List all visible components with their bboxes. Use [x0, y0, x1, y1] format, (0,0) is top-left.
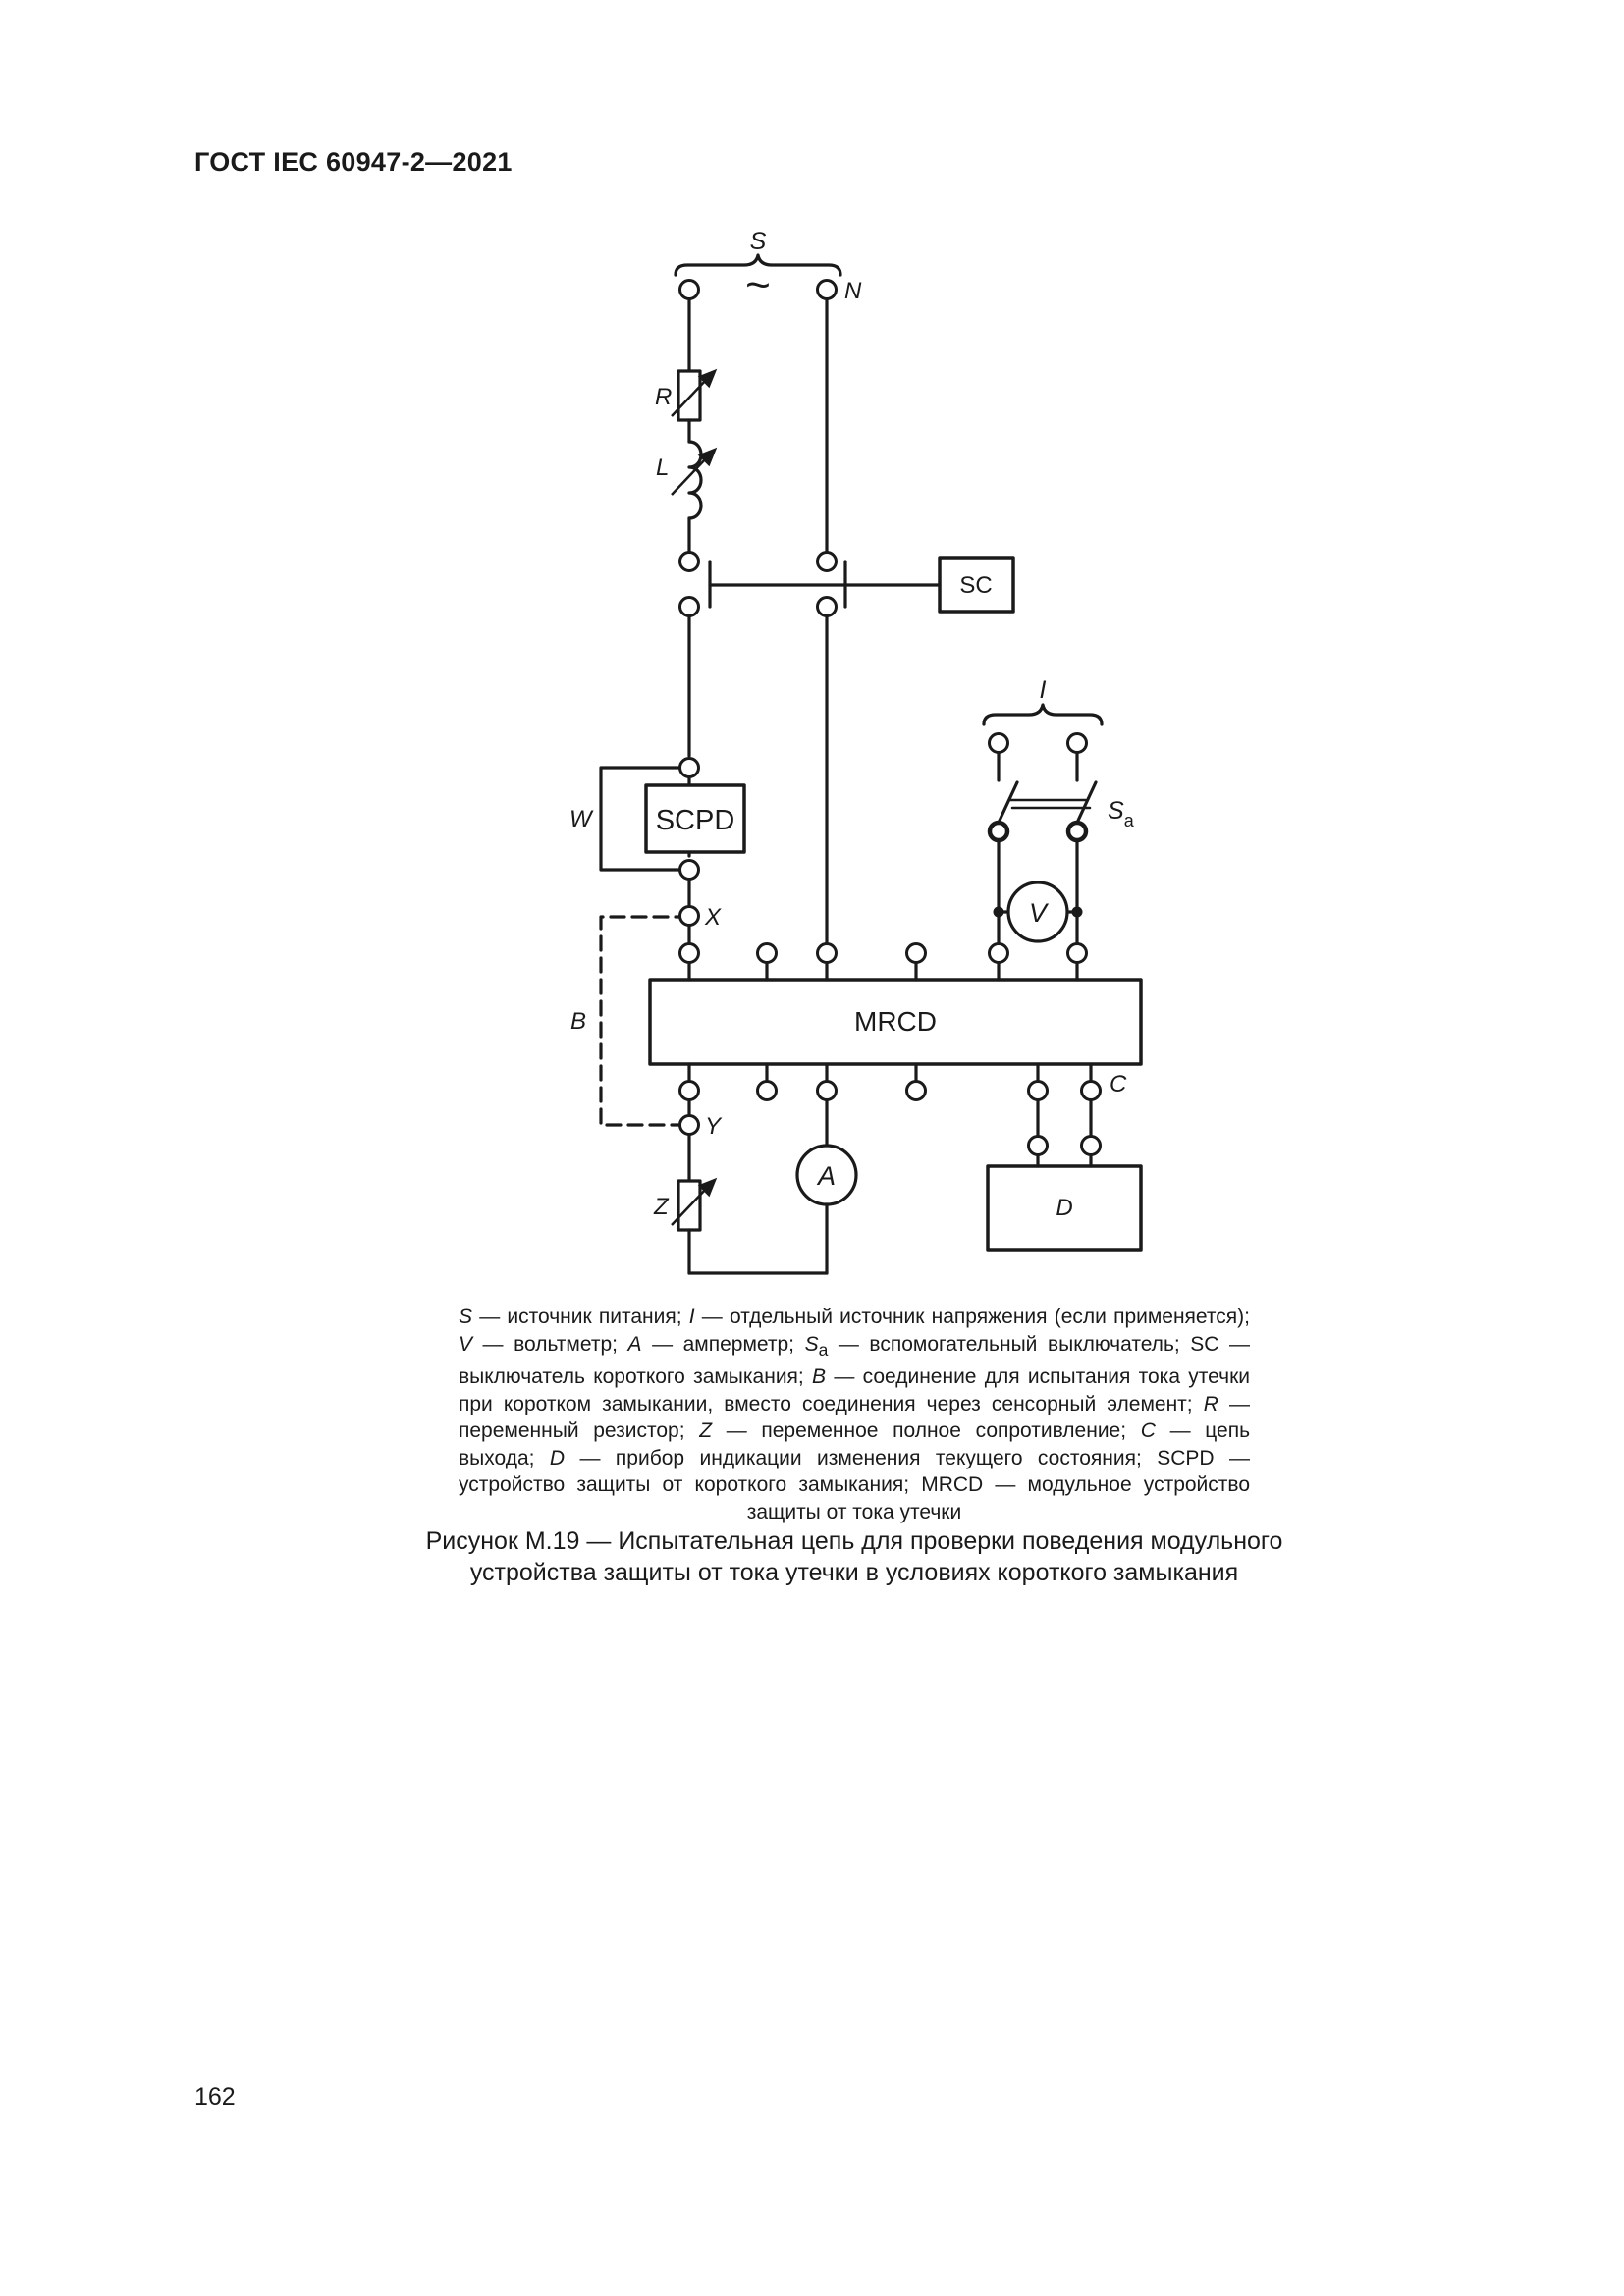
legend-text: — вольтметр; [472, 1332, 628, 1356]
aux-switch-blade-left [999, 782, 1017, 823]
page-number: 162 [194, 2083, 236, 2110]
inductor-l [689, 442, 701, 518]
legend-text: — амперметр; [641, 1332, 805, 1356]
terminal [818, 281, 837, 299]
label-mrcd: MRCD [854, 1006, 937, 1037]
terminal [990, 734, 1008, 753]
legend-symbol: I [688, 1306, 695, 1328]
separate-source-brace [984, 705, 1102, 724]
legend-text: — цепь выхода; [459, 1419, 1251, 1469]
label-r: R [655, 384, 673, 410]
terminal [1082, 1137, 1101, 1155]
legend-symbol: MRCD [921, 1473, 984, 1497]
terminal [818, 598, 837, 616]
document-header: ГОСТ IEC 60947-2—2021 [194, 147, 513, 177]
terminal [907, 944, 926, 963]
legend-text: — выключатель короткого замыкания; [459, 1332, 1250, 1389]
legend-symbol: A [627, 1332, 642, 1356]
label-ac: ~ [745, 261, 771, 309]
legend-symbol: S [459, 1306, 473, 1328]
legend-text: — вспомогательный выключатель; [828, 1332, 1191, 1356]
legend-text: — соединение для испытания тока утечки при коротком замыкании, вместо соединения через сенсорный элемент; [459, 1365, 1250, 1415]
legend-text: — переменное полное сопротивление; [712, 1419, 1141, 1443]
legend-symbol: D [549, 1446, 566, 1469]
label-x: X [705, 904, 722, 931]
terminal [680, 281, 699, 299]
legend-text: — устройство защиты от короткого замыкания; [459, 1446, 1250, 1497]
legend-text: — прибор индикации изменения текущего состояния; [565, 1446, 1158, 1469]
label-sc: SC [959, 572, 993, 599]
b-dashed-link [601, 917, 689, 1125]
resistor-r [678, 371, 700, 420]
terminal-x [680, 907, 699, 926]
terminal [1082, 1082, 1101, 1100]
legend-symbol: S [804, 1332, 819, 1356]
terminal [1068, 734, 1087, 753]
legend-text: — переменный резистор; [459, 1392, 1250, 1443]
label-c: C [1110, 1071, 1127, 1097]
label-sa: $S_a$ [1108, 797, 1134, 830]
label-z: Z [654, 1194, 669, 1220]
legend-text: — отдельный источник напряжения (если применяется); [694, 1306, 1250, 1328]
aux-switch-contact [1068, 823, 1086, 840]
terminal [818, 944, 837, 963]
legend-subscript: a [818, 1339, 829, 1360]
terminal [758, 1082, 777, 1100]
terminal-y [680, 1116, 699, 1135]
legend-symbol: C [1140, 1419, 1156, 1443]
label-d: D [1056, 1195, 1073, 1221]
terminal [680, 553, 699, 571]
label-a: A [817, 1161, 837, 1191]
label-i: I [1039, 676, 1047, 704]
label-y: Y [705, 1113, 722, 1140]
aux-switch-blade-right [1077, 782, 1096, 823]
label-b: B [570, 1008, 587, 1035]
terminal [818, 1082, 837, 1100]
legend-symbol: R [1203, 1392, 1218, 1415]
label-w: W [569, 806, 592, 832]
terminal [1068, 944, 1087, 963]
terminal [1029, 1082, 1048, 1100]
label-scpd: SCPD [655, 805, 735, 836]
terminal [680, 944, 699, 963]
terminal [680, 861, 699, 880]
switch-contacts [990, 823, 1086, 840]
legend-text: — источник питания; [472, 1306, 689, 1328]
legend-symbol: B [812, 1365, 827, 1389]
legend-symbol: V [459, 1332, 473, 1356]
terminal [680, 1082, 699, 1100]
terminal [818, 553, 837, 571]
legend-text: — модульное устройство защиты от тока утечки [746, 1473, 1250, 1523]
label-v: V [1028, 898, 1048, 928]
legend-symbol: SCPD [1157, 1446, 1215, 1469]
label-l: L [656, 454, 670, 481]
legend-symbol: SC [1190, 1332, 1219, 1356]
terminal [680, 598, 699, 616]
terminal [990, 944, 1008, 963]
figure-caption: Рисунок М.19 — Испытательная цепь для проверки поведения модульного устройства защиты от тока утечки в условиях короткого замыкания [425, 1527, 1283, 1586]
legend-symbol: Z [699, 1419, 713, 1443]
label-n: N [844, 278, 862, 304]
terminal [1029, 1137, 1048, 1155]
aux-switch-contact [990, 823, 1007, 840]
terminal [758, 944, 777, 963]
terminal [680, 759, 699, 777]
figure-legend [459, 1304, 1250, 1525]
terminal [907, 1082, 926, 1100]
label-s: S [749, 228, 767, 255]
